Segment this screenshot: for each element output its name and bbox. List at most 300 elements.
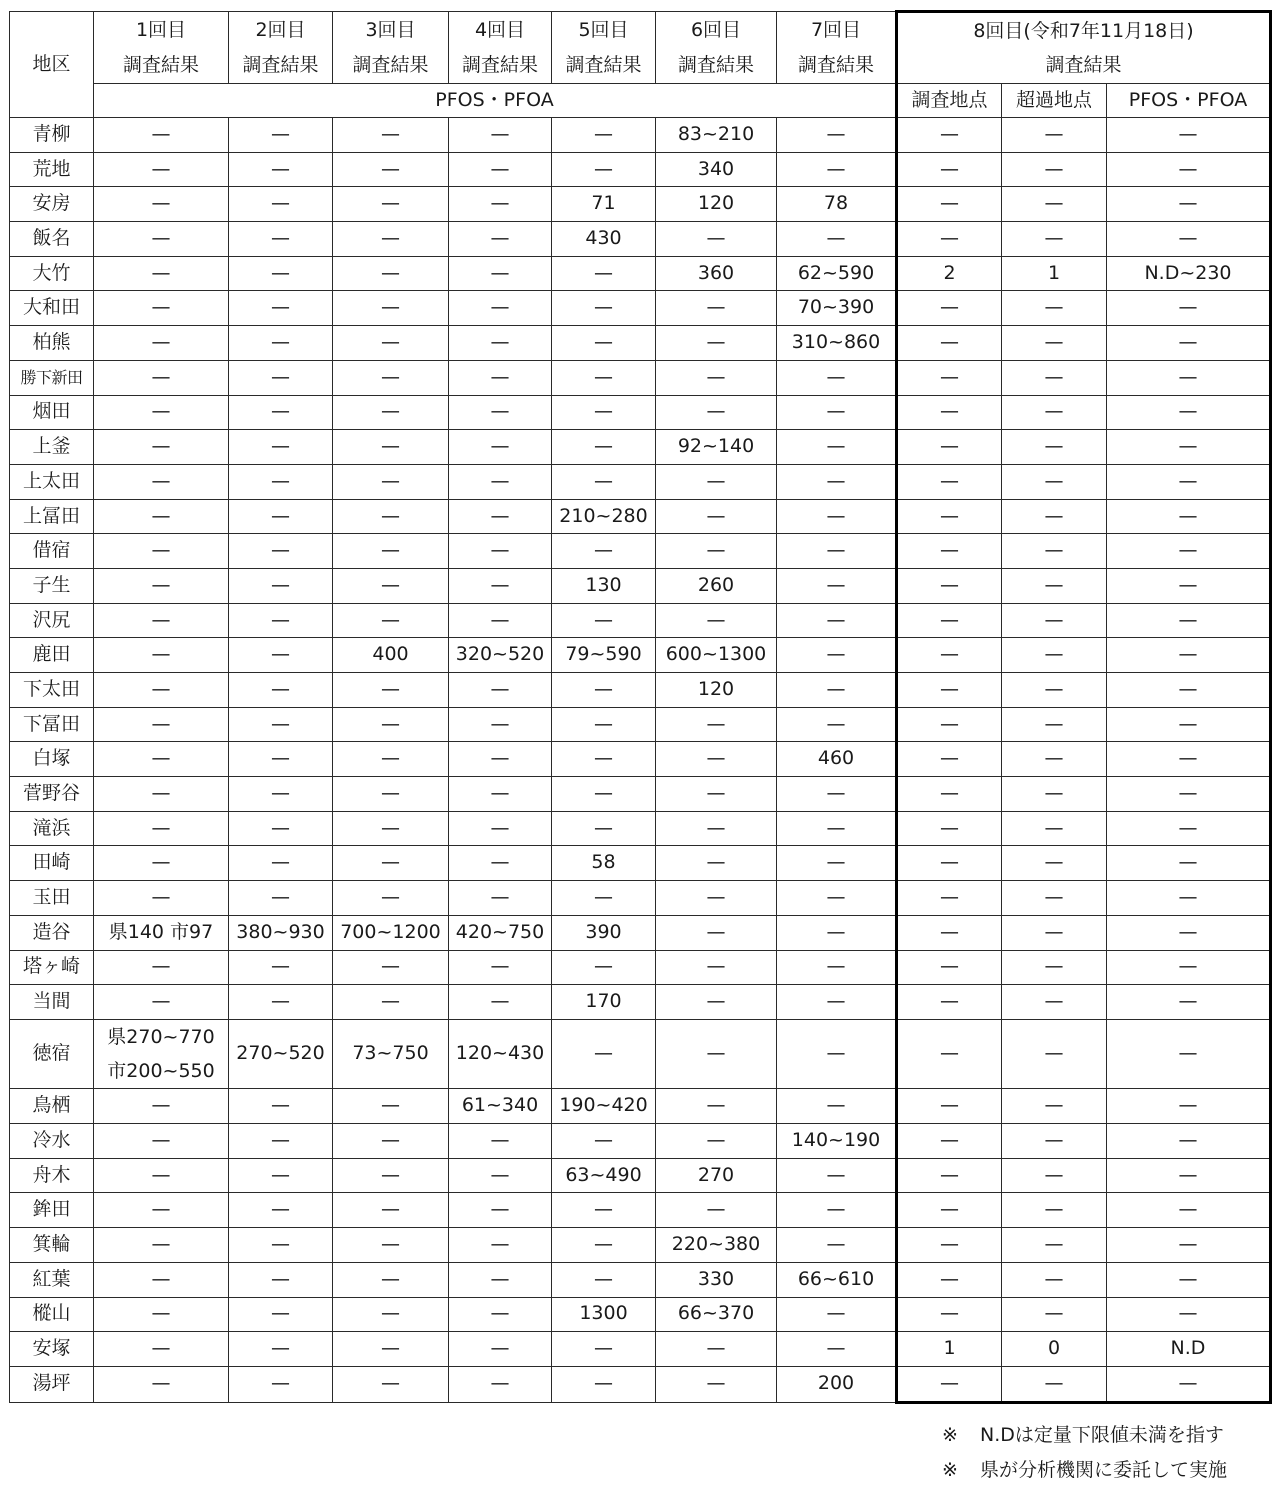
round-1-value-cell: — [94,1228,229,1263]
round-8-pfos-pfoa-cell: — [1107,811,1271,846]
round-4-value-cell: — [449,881,552,916]
round-1-value-cell: — [94,811,229,846]
round-subtitle: 調査結果 [565,53,642,76]
round-5-value-cell: 430 [552,222,656,257]
table-row [10,152,1271,187]
round-8-pfos-pfoa-cell: — [1107,395,1271,430]
round-3-value-cell: — [333,742,449,777]
round-5-value-cell: — [552,1019,656,1089]
round-5-header [552,12,656,84]
table-row [10,811,1271,846]
round-8-survey-points-cell: — [897,187,1002,222]
round-7-value-cell: 66~610 [777,1262,897,1297]
round-5-value-cell: — [552,603,656,638]
area-name-cell: 下太田 [10,673,94,708]
round-2-value-cell: — [229,742,333,777]
round-8-pfos-pfoa-cell: — [1107,187,1271,222]
round-3-value-cell: — [333,1297,449,1332]
area-name-cell: 徳宿 [10,1019,94,1089]
area-name-cell: 飯名 [10,222,94,257]
round-5-value-cell: — [552,777,656,812]
round-3-value-cell: — [333,1228,449,1263]
round-8-exceed-points-cell: — [1002,1158,1107,1193]
round-8-pfos-pfoa-header: PFOS・PFOA [1107,84,1271,118]
round-3-value-cell: — [333,395,449,430]
round-8-survey-points-cell: — [897,464,1002,499]
round-3-value-cell: — [333,256,449,291]
round-3-value-cell: — [333,1124,449,1159]
area-name-cell: 借宿 [10,534,94,569]
round-8-survey-points-cell: — [897,742,1002,777]
round-4-value-cell: — [449,568,552,603]
round-6-value-cell: — [656,985,777,1020]
round-7-value-cell: — [777,499,897,534]
round-8-exceed-points-cell: — [1002,464,1107,499]
round-subtitle: 調査結果 [122,53,199,76]
round-5-value-cell: — [552,1193,656,1228]
round-4-value-cell: — [449,846,552,881]
round-6-value-cell: — [656,1193,777,1228]
round-6-value-cell: — [656,846,777,881]
round-6-header [656,12,777,84]
round-2-value-cell: — [229,673,333,708]
round-number: 4回目 [474,19,526,42]
round-4-value-cell: — [449,499,552,534]
round-8-survey-points-cell: — [897,222,1002,257]
round-8-survey-points-cell: — [897,1089,1002,1124]
table-row [10,499,1271,534]
round-8-survey-points-cell: — [897,846,1002,881]
round-1-value-cell: — [94,1089,229,1124]
round-6-value-cell: — [656,534,777,569]
round-5-value-cell: — [552,707,656,742]
round-3-value-cell: — [333,430,449,465]
round-8-pfos-pfoa-cell: — [1107,1228,1271,1263]
round-7-value-cell: — [777,1193,897,1228]
round-4-value-cell: — [449,1262,552,1297]
round-5-value-cell: — [552,950,656,985]
round-subtitle: 調査結果 [242,53,319,76]
round-6-value-cell: 220~380 [656,1228,777,1263]
round-3-value-cell: 700~1200 [333,915,449,950]
round-4-value-cell: 320~520 [449,638,552,673]
round-2-value-cell: — [229,1158,333,1193]
round-8-exceed-points-cell: — [1002,499,1107,534]
table-row [10,326,1271,361]
results-table-body [10,118,1271,1403]
round-8-pfos-pfoa-cell: — [1107,430,1271,465]
round-6-value-cell: — [656,707,777,742]
round-4-value-cell: — [449,291,552,326]
area-name-cell: 菅野谷 [10,777,94,812]
round-5-value-cell: — [552,1332,656,1367]
round-7-value-cell: — [777,915,897,950]
round-8-pfos-pfoa-cell: — [1107,464,1271,499]
round-5-value-cell: 71 [552,187,656,222]
round-6-value-cell: — [656,742,777,777]
table-row [10,1297,1271,1332]
round-4-value-cell: — [449,430,552,465]
round-6-value-cell: — [656,915,777,950]
area-name-cell: 滝浜 [10,811,94,846]
round-8-header [897,12,1271,84]
round-1-value-cell: — [94,256,229,291]
round-1-value-cell: — [94,360,229,395]
round-1-value-cell: — [94,152,229,187]
round-8-exceed-points-cell: — [1002,1366,1107,1402]
area-name-cell: 白塚 [10,742,94,777]
round-3-value-cell: — [333,985,449,1020]
round-5-value-cell: 1300 [552,1297,656,1332]
round-2-value-cell: — [229,291,333,326]
round-4-value-cell: — [449,360,552,395]
round-8-pfos-pfoa-cell: — [1107,152,1271,187]
round-2-value-cell: — [229,256,333,291]
area-name-cell: 鹿田 [10,638,94,673]
round-1-value-cell: — [94,707,229,742]
round-7-value-cell: — [777,811,897,846]
round-1-header [94,12,229,84]
area-name-cell: 樅山 [10,1297,94,1332]
footnote-outsourced [942,1453,1227,1488]
round-3-value-cell: — [333,222,449,257]
round-8-pfos-pfoa-cell: — [1107,915,1271,950]
round-8-survey-points-cell: — [897,395,1002,430]
round-1-value-cell: — [94,881,229,916]
round-8-survey-points-cell: — [897,499,1002,534]
round-8-exceed-points-cell: 0 [1002,1332,1107,1367]
round-2-value-cell: — [229,1366,333,1402]
round-2-value-cell: — [229,1262,333,1297]
table-row [10,1332,1271,1367]
table-row [10,603,1271,638]
round-7-value-cell: — [777,950,897,985]
round-3-value-cell: — [333,707,449,742]
round-2-value-cell: — [229,777,333,812]
round-7-value-cell: — [777,603,897,638]
round-5-value-cell: — [552,118,656,153]
round-7-value-cell: 460 [777,742,897,777]
round-6-value-cell: 340 [656,152,777,187]
round-8-exceed-points-cell: — [1002,603,1107,638]
round-8-survey-points-cell: — [897,568,1002,603]
table-row [10,118,1271,153]
round-5-value-cell: — [552,152,656,187]
table-row [10,915,1271,950]
round-8-exceed-points-cell: — [1002,152,1107,187]
round-subtitle: 調査結果 [1045,54,1122,76]
area-name-cell: 湯坪 [10,1366,94,1402]
round-1-value-cell: — [94,603,229,638]
round-8-exceed-points-cell: — [1002,777,1107,812]
round-6-value-cell: — [656,291,777,326]
round-8-survey-points-cell: — [897,152,1002,187]
round-8-pfos-pfoa-cell: — [1107,846,1271,881]
round-2-value-cell: — [229,534,333,569]
round-8-survey-points-cell: — [897,1019,1002,1089]
round-8-survey-points-cell: — [897,1193,1002,1228]
round-2-value-cell: — [229,118,333,153]
note-text: 県が分析機関に委託して実施 [980,1459,1228,1481]
round-6-value-cell: 330 [656,1262,777,1297]
round-1-value-cell: — [94,430,229,465]
table-row [10,985,1271,1020]
round-7-value-cell: — [777,1158,897,1193]
round-4-value-cell: — [449,1158,552,1193]
round-7-value-cell: — [777,568,897,603]
round-8-survey-points-cell: — [897,1297,1002,1332]
table-row [10,568,1271,603]
pfos-pfoa-span-header: PFOS・PFOA [94,84,897,118]
round-5-value-cell: — [552,326,656,361]
round-8-exceed-points-cell: — [1002,707,1107,742]
round-1-value-cell: — [94,777,229,812]
round-6-value-cell: — [656,811,777,846]
round-1-value-cell: — [94,118,229,153]
round-3-value-cell: 400 [333,638,449,673]
value-line: 県270~770 [107,1025,215,1048]
round-8-pfos-pfoa-cell: N.D~230 [1107,256,1271,291]
round-7-value-cell: — [777,1228,897,1263]
round-8-survey-points-cell: — [897,1366,1002,1402]
round-3-value-cell: — [333,777,449,812]
round-2-value-cell: — [229,326,333,361]
round-6-value-cell: — [656,1089,777,1124]
round-3-value-cell: — [333,846,449,881]
round-5-value-cell: 79~590 [552,638,656,673]
round-2-value-cell: — [229,811,333,846]
round-8-pfos-pfoa-cell: — [1107,222,1271,257]
round-3-value-cell: — [333,326,449,361]
round-8-exceed-points-cell: — [1002,846,1107,881]
round-1-value-cell: — [94,464,229,499]
round-6-value-cell: 120 [656,187,777,222]
round-6-value-cell: — [656,777,777,812]
round-2-value-cell: — [229,1297,333,1332]
round-1-value-cell: — [94,1366,229,1402]
round-7-value-cell: 78 [777,187,897,222]
round-8-survey-points-cell: — [897,777,1002,812]
round-8-pfos-pfoa-cell: — [1107,1089,1271,1124]
round-5-value-cell: — [552,256,656,291]
round-4-value-cell: — [449,673,552,708]
round-2-value-cell: — [229,395,333,430]
round-subtitle: 調査結果 [352,53,429,76]
round-8-survey-points-cell: — [897,603,1002,638]
round-5-value-cell: — [552,881,656,916]
round-8-exceed-points-cell: — [1002,534,1107,569]
round-8-survey-points-cell: — [897,673,1002,708]
round-8-exceed-points-cell: — [1002,985,1107,1020]
round-5-value-cell: — [552,360,656,395]
round-8-exceed-points-cell: — [1002,395,1107,430]
round-4-value-cell: — [449,985,552,1020]
round-6-value-cell: — [656,499,777,534]
round-1-value-cell: — [94,673,229,708]
round-1-value-cell: — [94,985,229,1020]
header-row-subcolumns [10,84,1271,118]
round-4-value-cell: — [449,118,552,153]
round-2-header [229,12,333,84]
round-1-value-cell: — [94,846,229,881]
round-8-pfos-pfoa-cell: — [1107,707,1271,742]
table-row [10,638,1271,673]
round-8-pfos-pfoa-cell: — [1107,499,1271,534]
round-8-survey-points-cell: — [897,291,1002,326]
round-7-value-cell: 70~390 [777,291,897,326]
round-4-header [449,12,552,84]
round-8-pfos-pfoa-cell: — [1107,534,1271,569]
area-name-cell: 塔ヶ崎 [10,950,94,985]
round-6-value-cell: 66~370 [656,1297,777,1332]
round-6-value-cell: — [656,464,777,499]
table-row [10,1124,1271,1159]
round-3-value-cell: — [333,1262,449,1297]
round-8-pfos-pfoa-cell: — [1107,950,1271,985]
round-4-value-cell: — [449,326,552,361]
round-1-value-cell: — [94,187,229,222]
round-1-value-cell: — [94,1193,229,1228]
table-row [10,950,1271,985]
round-4-value-cell: — [449,395,552,430]
round-8-survey-points-cell: — [897,1158,1002,1193]
table-row [10,1366,1271,1402]
round-8-exceed-points-cell: — [1002,222,1107,257]
round-8-survey-points-cell: — [897,950,1002,985]
area-name-cell: 鳥栖 [10,1089,94,1124]
round-1-value-cell: — [94,1297,229,1332]
area-name-cell: 造谷 [10,915,94,950]
round-7-value-cell: — [777,1089,897,1124]
table-row [10,360,1271,395]
note-mark: ※ [942,1459,958,1481]
round-1-value-cell: — [94,222,229,257]
round-8-exceed-points-cell: — [1002,1262,1107,1297]
round-3-value-cell: — [333,187,449,222]
area-name-cell: 安塚 [10,1332,94,1367]
round-6-value-cell: — [656,1124,777,1159]
round-7-value-cell: — [777,1297,897,1332]
round-7-value-cell: — [777,673,897,708]
round-8-pfos-pfoa-cell: — [1107,326,1271,361]
round-8-survey-points-cell: — [897,1262,1002,1297]
pfas-survey-results-table [9,10,1272,1404]
round-3-value-cell: — [333,1366,449,1402]
round-6-value-cell: 600~1300 [656,638,777,673]
round-6-value-cell: — [656,360,777,395]
round-4-value-cell: — [449,1297,552,1332]
round-8-pfos-pfoa-cell: — [1107,291,1271,326]
round-6-value-cell: — [656,222,777,257]
table-row [10,395,1271,430]
results-table-wrapper [9,10,1272,1404]
round-8-survey-points-cell: — [897,985,1002,1020]
round-5-value-cell: — [552,1262,656,1297]
round-7-value-cell: — [777,152,897,187]
round-8-exceed-points-cell: — [1002,568,1107,603]
round-2-value-cell: — [229,1089,333,1124]
area-name-cell: 荒地 [10,152,94,187]
round-8-pfos-pfoa-cell: — [1107,1158,1271,1193]
round-2-value-cell: 380~930 [229,915,333,950]
round-4-value-cell: — [449,777,552,812]
round-8-exceed-points-cell: — [1002,1019,1107,1089]
round-8-pfos-pfoa-cell: — [1107,985,1271,1020]
table-row [10,291,1271,326]
area-name-cell: 大和田 [10,291,94,326]
round-8-survey-points-cell: — [897,360,1002,395]
round-2-value-cell: 270~520 [229,1019,333,1089]
round-2-value-cell: — [229,950,333,985]
round-7-value-cell: — [777,395,897,430]
round-3-value-cell: — [333,1332,449,1367]
footnotes [942,1418,1227,1488]
round-subtitle: 調査結果 [797,53,874,76]
round-8-survey-points-cell: — [897,1124,1002,1159]
round-number: 6回目 [690,19,742,42]
round-5-value-cell: — [552,673,656,708]
round-5-value-cell: 190~420 [552,1089,656,1124]
round-8-pfos-pfoa-cell: — [1107,568,1271,603]
round-1-value-cell: 県140 市97 [94,915,229,950]
round-4-value-cell: — [449,222,552,257]
round-8-survey-points-cell: — [897,1228,1002,1263]
round-8-pfos-pfoa-cell: — [1107,638,1271,673]
round-number: 1回目 [135,19,187,42]
round-8-exceed-points-cell: — [1002,360,1107,395]
area-name-cell: 舟木 [10,1158,94,1193]
round-7-value-cell: — [777,360,897,395]
round-8-pfos-pfoa-cell: — [1107,742,1271,777]
round-7-value-cell: — [777,777,897,812]
round-8-exceed-points-cell: — [1002,673,1107,708]
round-8-pfos-pfoa-cell: — [1107,1366,1271,1402]
round-8-pfos-pfoa-cell: — [1107,603,1271,638]
round-2-value-cell: — [229,152,333,187]
table-row [10,1089,1271,1124]
area-name-cell: 上冨田 [10,499,94,534]
round-6-value-cell: 270 [656,1158,777,1193]
table-row [10,777,1271,812]
round-2-value-cell: — [229,1124,333,1159]
footnote-nd [942,1418,1227,1453]
area-name-cell: 烟田 [10,395,94,430]
round-8-exceed-points-cell: — [1002,118,1107,153]
round-8-pfos-pfoa-cell: — [1107,1262,1271,1297]
round-1-value-cell: — [94,638,229,673]
round-4-value-cell: — [449,256,552,291]
area-name-cell: 沢尻 [10,603,94,638]
area-name-cell: 玉田 [10,881,94,916]
round-subtitle: 調査結果 [677,53,754,76]
round-8-pfos-pfoa-cell: — [1107,360,1271,395]
round-7-value-cell: — [777,534,897,569]
table-row [10,846,1271,881]
round-7-header [777,12,897,84]
round-7-value-cell: — [777,222,897,257]
round-8-pfos-pfoa-cell: — [1107,1297,1271,1332]
round-2-value-cell: — [229,985,333,1020]
round-3-value-cell: 73~750 [333,1019,449,1089]
table-row [10,1228,1271,1263]
area-name-cell: 勝下新田 [10,360,94,395]
round-1-value-cell: — [94,499,229,534]
round-3-value-cell: — [333,534,449,569]
round-6-value-cell: 120 [656,673,777,708]
table-row [10,534,1271,569]
round-7-value-cell: 200 [777,1366,897,1402]
round-1-value-cell: — [94,742,229,777]
